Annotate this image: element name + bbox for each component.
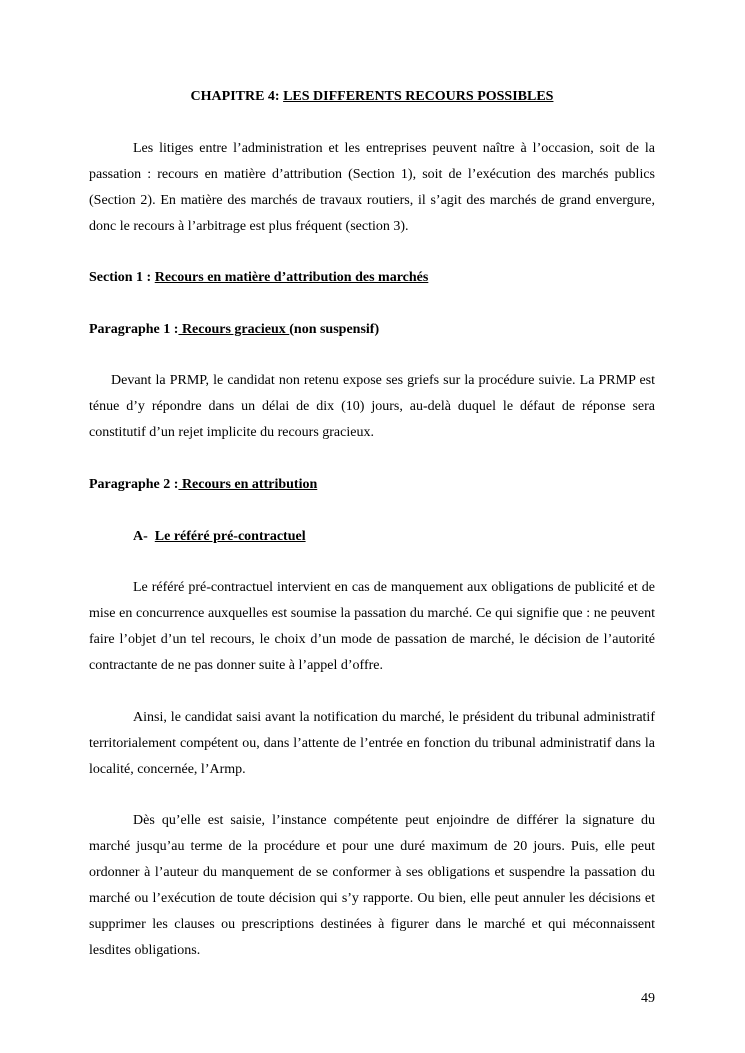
chapter-title: LES DIFFERENTS RECOURS POSSIBLES bbox=[283, 89, 554, 104]
paragraph-2-title: Recours en attribution bbox=[178, 477, 318, 492]
section-heading bbox=[89, 265, 655, 291]
paragraph-1-suffix: (non suspensif) bbox=[289, 322, 380, 337]
subsection-a-title: Le référé pré-contractuel bbox=[154, 529, 306, 544]
section-title: Recours en matière d’attribution des marchés bbox=[154, 270, 429, 285]
paragraph-1-heading bbox=[89, 317, 655, 343]
body-paragraph: Dès qu’elle est saisie, l’instance compétente peut enjoindre de différer la signature du marché jusqu’au terme de la procédure et pour une duré maximum de 20 jours. Puis, elle peut ordonner à l’auteur du manquement de se conformer à ses obligations et suspendre la passation du marché ou l’exécution de toute décision qui s’y rapporte. Ou bien, elle peut annuler les décisions et supprimer les clauses ou prescriptions destinées à figurer dans le marché et qui méconnaissent lesdites obligations. bbox=[89, 813, 655, 958]
paragraph-2-prefix: Paragraphe 2 : bbox=[89, 477, 179, 492]
intro-paragraph: Les litiges entre l’administration et les entreprises peuvent naître à l’occasion, soit de la passation : recours en matière d’attribution (Section 1), soit de l’exécution des marchés publics (Section 2). En matière des marchés de travaux routiers, il s’agit des marchés de grand envergure, donc le recours à l’arbitrage est plus fréquent (section 3). bbox=[89, 141, 655, 234]
body-paragraph: Le référé pré-contractuel intervient en cas de manquement aux obligations de publicité et de mise en concurrence auxquelles est soumise la passation du marché. Ce qui signifie que : ne peuvent faire l’objet d’un tel recours, le choix d’un mode de passation de marché, le décision de l’autorité contractante de ne pas donner suite à l’appel d’offre. bbox=[89, 580, 655, 673]
chapter-heading bbox=[89, 84, 655, 110]
paragraph-1-title: Recours gracieux bbox=[178, 322, 290, 337]
paragraph-1-text: Devant la PRMP, le candidat non retenu expose ses griefs sur la procédure suivie. La PRMP est ténue d’y répondre dans un délai de dix (10) jours, au-delà duquel le défaut de réponse sera constitutif d’un rejet implicite du recours gracieux. bbox=[89, 373, 655, 440]
paragraph-1-prefix: Paragraphe 1 : bbox=[89, 322, 179, 337]
chapter-prefix: CHAPITRE 4: bbox=[190, 89, 284, 104]
paragraph-2-heading bbox=[89, 472, 655, 498]
subsection-a-heading bbox=[133, 524, 655, 550]
page-number: 49 bbox=[641, 991, 655, 1006]
section-prefix: Section 1 : bbox=[89, 270, 155, 285]
subsection-a-prefix: A- bbox=[133, 529, 155, 544]
body-paragraph: Ainsi, le candidat saisi avant la notification du marché, le président du tribunal administratif territorialement compétent ou, dans l’attente de l’entrée en fonction du tribunal administratif dans la localité, concernée, l’Armp. bbox=[89, 710, 655, 777]
